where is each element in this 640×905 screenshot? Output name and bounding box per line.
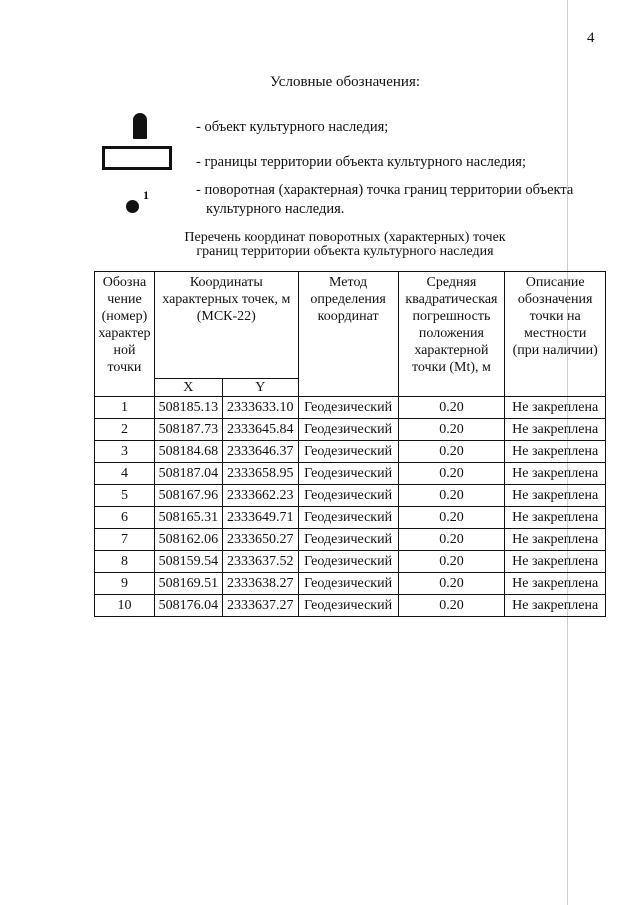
table-header-row	[95, 272, 606, 379]
cell-description: Не закреплена	[505, 419, 606, 441]
point-icon-label: 1	[143, 188, 149, 202]
table-row	[95, 573, 606, 595]
cell-number: 1	[95, 397, 155, 419]
cell-number: 3	[95, 441, 155, 463]
header-x: X	[154, 379, 222, 397]
table-row	[95, 397, 606, 419]
header-y: Y	[222, 379, 298, 397]
cell-x: 508185.13	[154, 397, 222, 419]
list-title	[0, 231, 640, 259]
cell-x: 508162.06	[154, 529, 222, 551]
cell-x: 508169.51	[154, 573, 222, 595]
cell-description: Не закреплена	[505, 507, 606, 529]
cell-x: 508187.73	[154, 419, 222, 441]
cell-method: Геодезический	[298, 441, 398, 463]
table-row	[95, 419, 606, 441]
cell-number: 2	[95, 419, 155, 441]
legend-item-point-text	[196, 181, 573, 219]
cell-method: Геодезический	[298, 507, 398, 529]
cell-mt: 0.20	[398, 595, 505, 617]
cell-description: Не закреплена	[505, 573, 606, 595]
table-row	[95, 441, 606, 463]
cell-mt: 0.20	[398, 485, 505, 507]
cell-mt: 0.20	[398, 463, 505, 485]
cell-y: 2333637.27	[222, 595, 298, 617]
table-row	[95, 485, 606, 507]
cell-x: 508165.31	[154, 507, 222, 529]
cell-mt: 0.20	[398, 419, 505, 441]
cell-number: 6	[95, 507, 155, 529]
legend-item-point-line2: культурного наследия.	[206, 201, 345, 217]
cell-number: 10	[95, 595, 155, 617]
table-row	[95, 529, 606, 551]
cell-number: 4	[95, 463, 155, 485]
cell-x: 508187.04	[154, 463, 222, 485]
cell-y: 2333638.27	[222, 573, 298, 595]
cell-y: 2333646.37	[222, 441, 298, 463]
legend-item-boundary-text: - границы территории объекта культурного наследия;	[196, 154, 526, 170]
cell-x: 508184.68	[154, 441, 222, 463]
cell-y: 2333633.10	[222, 397, 298, 419]
header-accuracy: Средняя квадратическая погрешность положения характерной точки (Mt), м	[398, 272, 505, 397]
cell-method: Геодезический	[298, 397, 398, 419]
cell-y: 2333658.95	[222, 463, 298, 485]
cell-method: Геодезический	[298, 551, 398, 573]
cell-number: 7	[95, 529, 155, 551]
table-row	[95, 551, 606, 573]
cell-x: 508159.54	[154, 551, 222, 573]
cell-mt: 0.20	[398, 529, 505, 551]
cell-mt: 0.20	[398, 441, 505, 463]
point-icon	[126, 200, 139, 213]
cell-mt: 0.20	[398, 551, 505, 573]
cell-description: Не закреплена	[505, 441, 606, 463]
table-row	[95, 463, 606, 485]
monument-icon	[133, 113, 147, 139]
legend-title: Условные обозначения:	[269, 74, 421, 90]
cell-method: Геодезический	[298, 463, 398, 485]
coordinates-table	[94, 271, 606, 617]
cell-method: Геодезический	[298, 595, 398, 617]
list-title-line2: границ территории объекта культурного наследия	[196, 244, 494, 259]
cell-mt: 0.20	[398, 573, 505, 595]
cell-y: 2333637.52	[222, 551, 298, 573]
cell-method: Геодезический	[298, 485, 398, 507]
header-method: Метод определения координат	[298, 272, 398, 397]
table-row	[95, 507, 606, 529]
cell-x: 508167.96	[154, 485, 222, 507]
cell-description: Не закреплена	[505, 529, 606, 551]
header-coordinates: Координаты характерных точек, м (МСК-22)	[154, 272, 298, 379]
cell-number: 5	[95, 485, 155, 507]
cell-description: Не закреплена	[505, 463, 606, 485]
cell-description: Не закреплена	[505, 397, 606, 419]
cell-mt: 0.20	[398, 507, 505, 529]
cell-description: Не закреплена	[505, 551, 606, 573]
cell-method: Геодезический	[298, 419, 398, 441]
header-description: Описание обозначения точки на местности (при наличии)	[505, 272, 606, 397]
cell-number: 8	[95, 551, 155, 573]
table-row	[95, 595, 606, 617]
legend-item-monument-text: - объект культурного наследия;	[196, 119, 389, 135]
cell-x: 508176.04	[154, 595, 222, 617]
cell-number: 9	[95, 573, 155, 595]
list-title-line1: Перечень координат поворотных (характерных) точек	[184, 230, 506, 245]
page-number: 4	[587, 30, 595, 46]
cell-method: Геодезический	[298, 573, 398, 595]
cell-y: 2333662.23	[222, 485, 298, 507]
cell-method: Геодезический	[298, 529, 398, 551]
boundary-rectangle-icon	[102, 146, 172, 170]
cell-y: 2333645.84	[222, 419, 298, 441]
cell-mt: 0.20	[398, 397, 505, 419]
legend-item-point-line1: - поворотная (характерная) точка границ территории объекта	[196, 182, 574, 198]
cell-y: 2333649.71	[222, 507, 298, 529]
cell-description: Не закреплена	[505, 595, 606, 617]
header-designation: Обозна чение (номер) характер ной точки	[95, 272, 155, 397]
cell-y: 2333650.27	[222, 529, 298, 551]
cell-description: Не закреплена	[505, 485, 606, 507]
